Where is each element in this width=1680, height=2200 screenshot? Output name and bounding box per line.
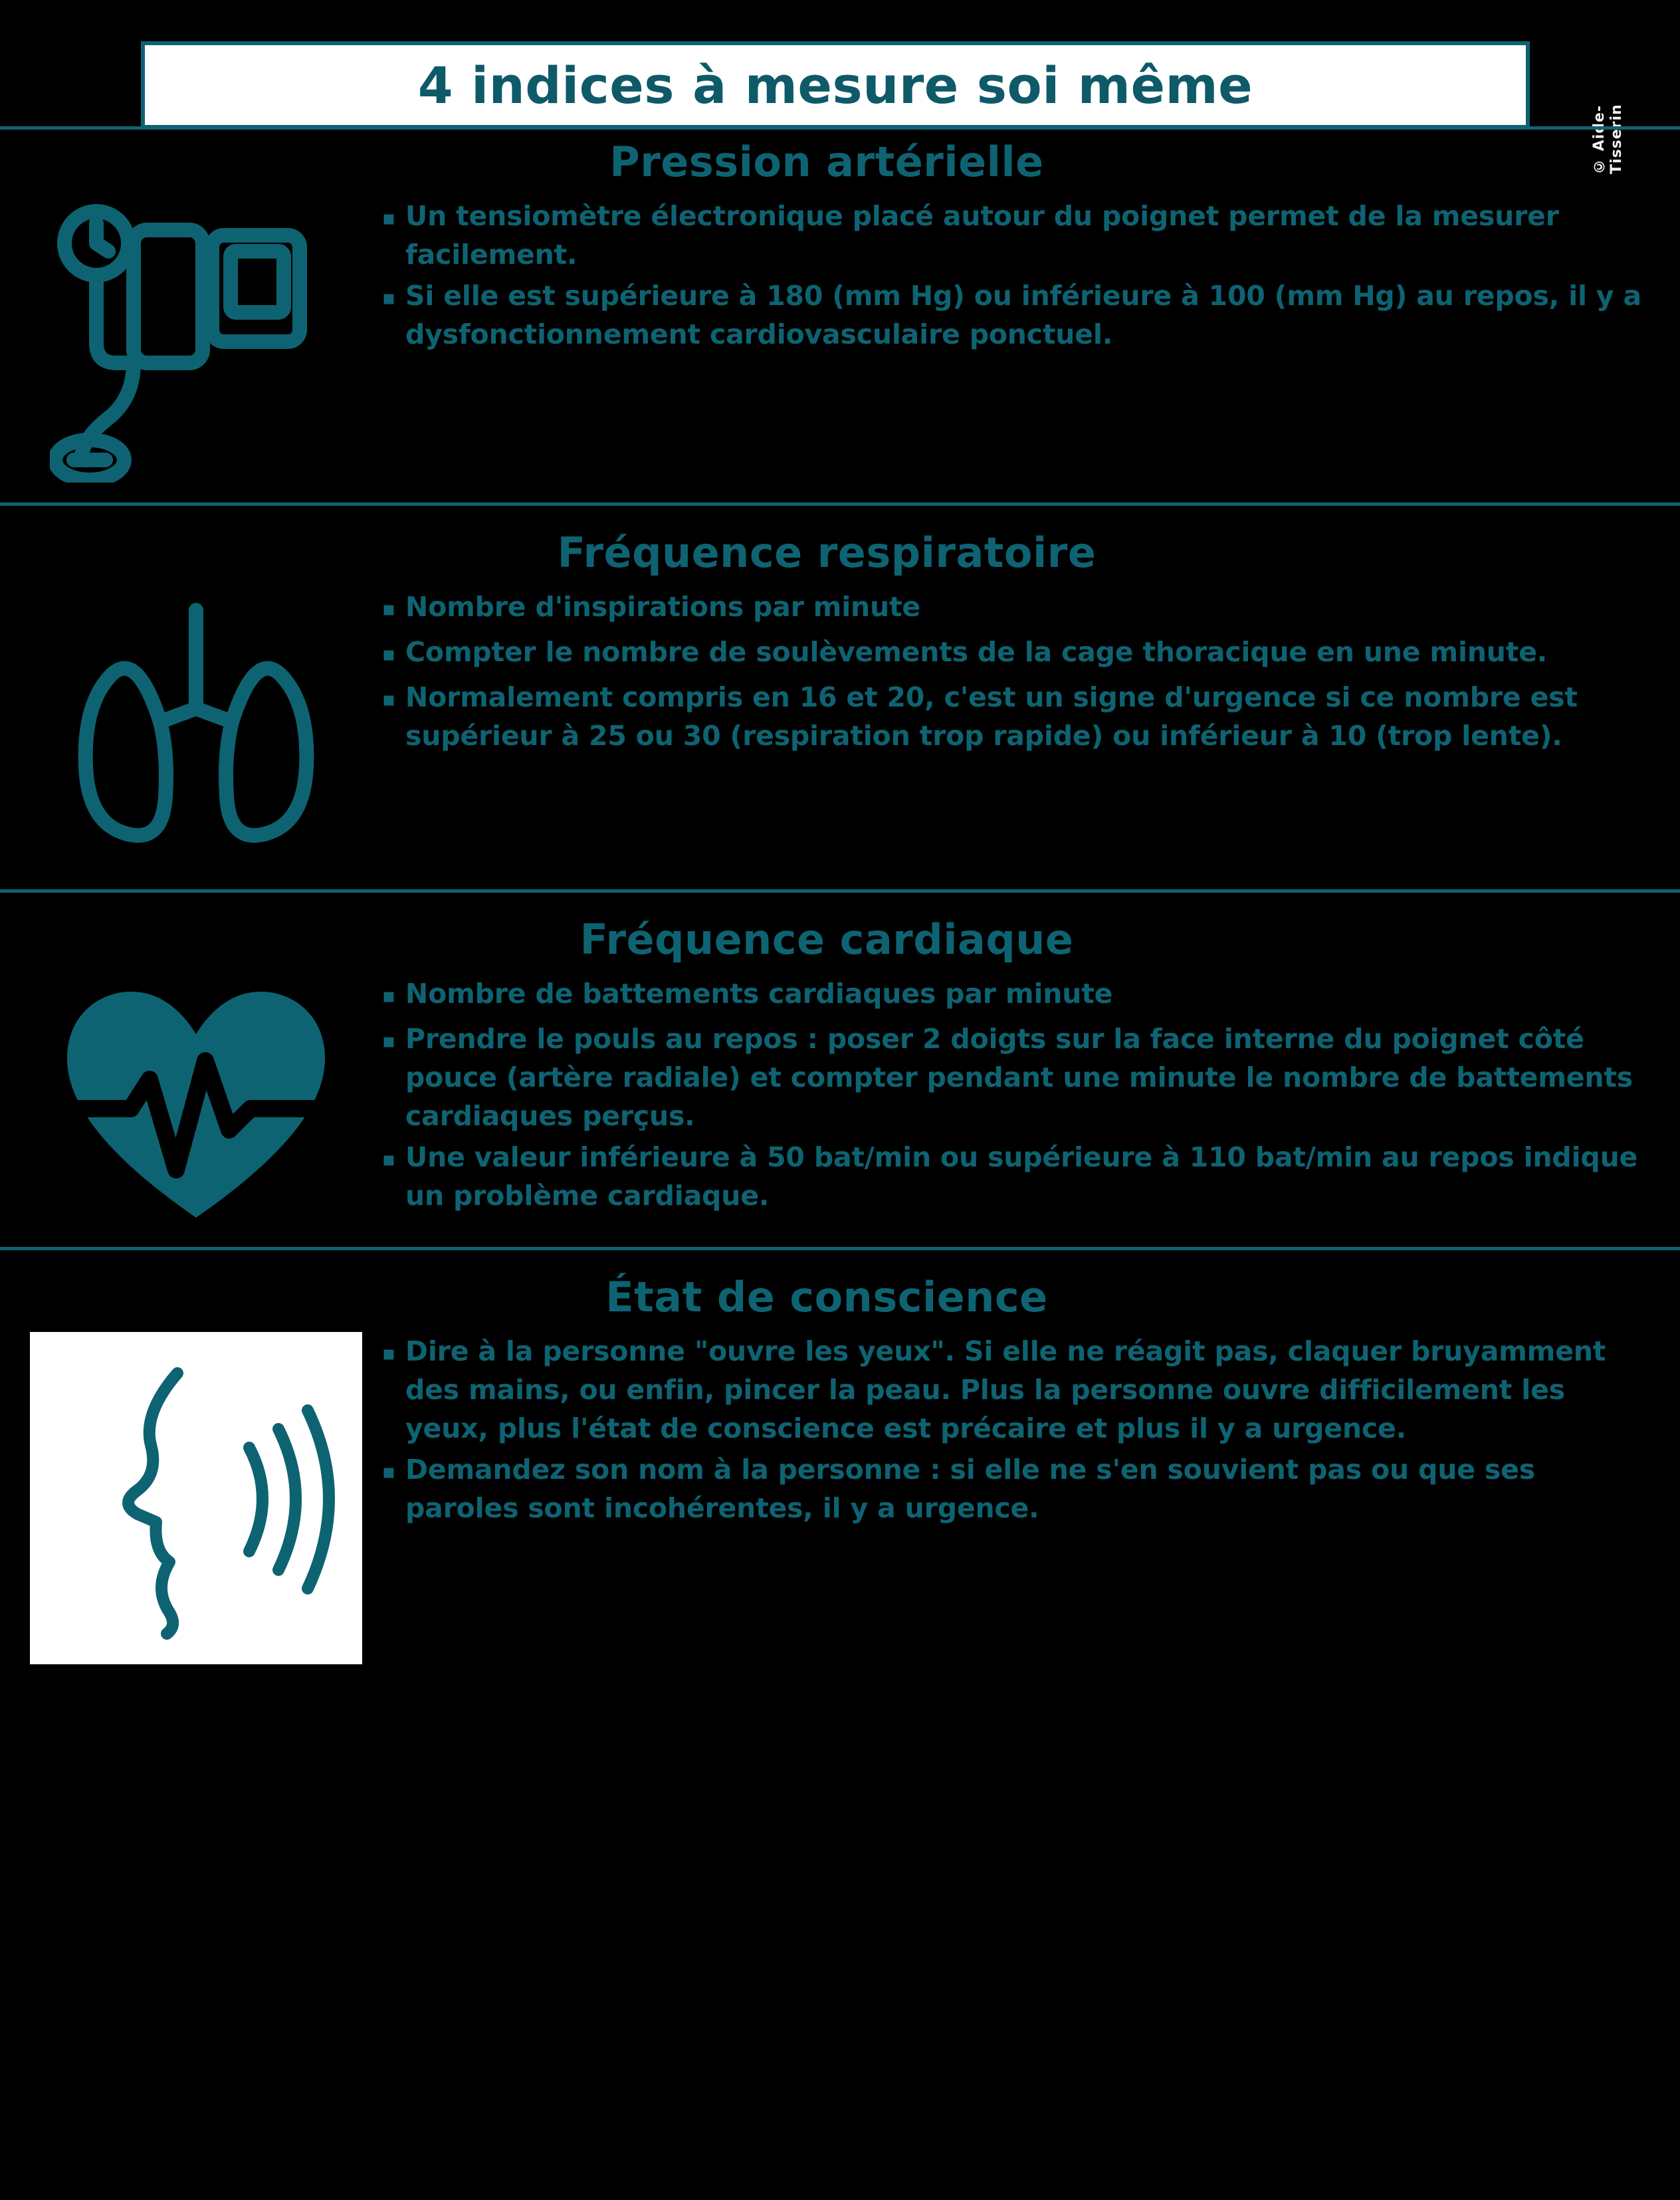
bullet-dot-icon: ▪ — [381, 984, 396, 1008]
section-etat-de-conscience — [0, 1247, 1680, 1671]
icon-cell — [20, 197, 372, 483]
bullet-list — [372, 588, 1653, 758]
bullet-dot-icon: ▪ — [381, 286, 396, 310]
section-body — [0, 1332, 1680, 1671]
bullet-dot-icon: ▪ — [381, 1030, 396, 1053]
list-item — [372, 678, 1647, 755]
brand-credit: © Aide-Tisserin — [1591, 104, 1625, 174]
title-box — [141, 41, 1530, 129]
list-item — [372, 1020, 1647, 1135]
sections-list — [0, 126, 1680, 1671]
list-item — [372, 1332, 1647, 1448]
section-pression-arterielle — [0, 126, 1680, 502]
icon-cell — [20, 974, 372, 1227]
bullet-text: Compter le nombre de soulèvements de la cage thoracique en une minute. — [405, 636, 1548, 668]
bullet-dot-icon: ▪ — [381, 207, 396, 230]
section-title: Fréquence cardiaque — [579, 915, 1074, 964]
list-item — [372, 974, 1647, 1017]
bullet-text: Si elle est supérieure à 180 (mm Hg) ou inférieure à 100 (mm Hg) au repos, il y a dysfonctionnement cardiovasculaire ponctuel. — [405, 280, 1641, 350]
bullet-text: Normalement compris en 16 et 20, c'est un signe d'urgence si ce nombre est supérieur à 25 ou 30 (respiration trop rapide) ou inférieur à 10 (trop lente). — [405, 681, 1578, 752]
bullet-dot-icon: ▪ — [381, 643, 396, 666]
bullet-text: Dire à la personne "ouvre les yeux". Si elle ne réagit pas, claquer bruyamment des mains, ou enfin, pincer la peau. Plus la personne ouvre difficilement les yeux, plus l'état de conscience est précaire et plus il y a urgence. — [405, 1335, 1606, 1444]
bullet-dot-icon: ▪ — [381, 688, 396, 711]
bullet-text: Nombre de battements cardiaques par minute — [405, 978, 1113, 1010]
list-item — [372, 1450, 1647, 1527]
bullet-text: Une valeur inférieure à 50 bat/min ou supérieure à 110 bat/min au repos indique un problème cardiaque. — [405, 1141, 1638, 1212]
heart-pulse-icon — [56, 981, 336, 1227]
list-item — [372, 1138, 1647, 1215]
list-item — [372, 633, 1647, 675]
blood-pressure-monitor-icon — [50, 203, 342, 483]
section-body — [0, 197, 1680, 502]
section-frequence-respiratoire — [0, 502, 1680, 889]
section-body — [0, 974, 1680, 1247]
section-title: État de conscience — [605, 1273, 1048, 1321]
bullet-text: Demandez son nom à la personne : si elle ne s'en souvient pas ou que ses paroles sont incohérentes, il y a urgence. — [405, 1454, 1535, 1524]
section-title: Fréquence respiratoire — [557, 528, 1097, 577]
speaking-face-icon — [30, 1332, 362, 1664]
bullet-text: Nombre d'inspirations par minute — [405, 591, 921, 623]
icon-cell — [20, 1332, 372, 1664]
section-title: Pression artérielle — [609, 138, 1044, 186]
section-body — [0, 588, 1680, 889]
list-item — [372, 588, 1647, 630]
bullet-text: Un tensiomètre électronique placé autour du poignet permet de la mesurer facilement. — [405, 200, 1559, 271]
page-title: 4 indices à mesure soi même — [417, 55, 1253, 115]
bullet-list — [372, 197, 1653, 356]
section-frequence-cardiaque — [0, 889, 1680, 1247]
lungs-icon — [56, 594, 336, 860]
bullet-dot-icon: ▪ — [381, 598, 396, 621]
list-item — [372, 276, 1647, 354]
bullet-list — [372, 1332, 1653, 1530]
bullet-dot-icon: ▪ — [381, 1148, 396, 1171]
bullet-dot-icon: ▪ — [381, 1342, 396, 1365]
bullet-text: Prendre le pouls au repos : poser 2 doigts sur la face interne du poignet côté pouce (artère radiale) et compter pendant une minute le nombre de battements cardiaques perçus. — [405, 1023, 1633, 1132]
list-item — [372, 197, 1647, 274]
bullet-dot-icon: ▪ — [381, 1460, 396, 1484]
bullet-list — [372, 974, 1653, 1218]
icon-cell — [20, 588, 372, 860]
